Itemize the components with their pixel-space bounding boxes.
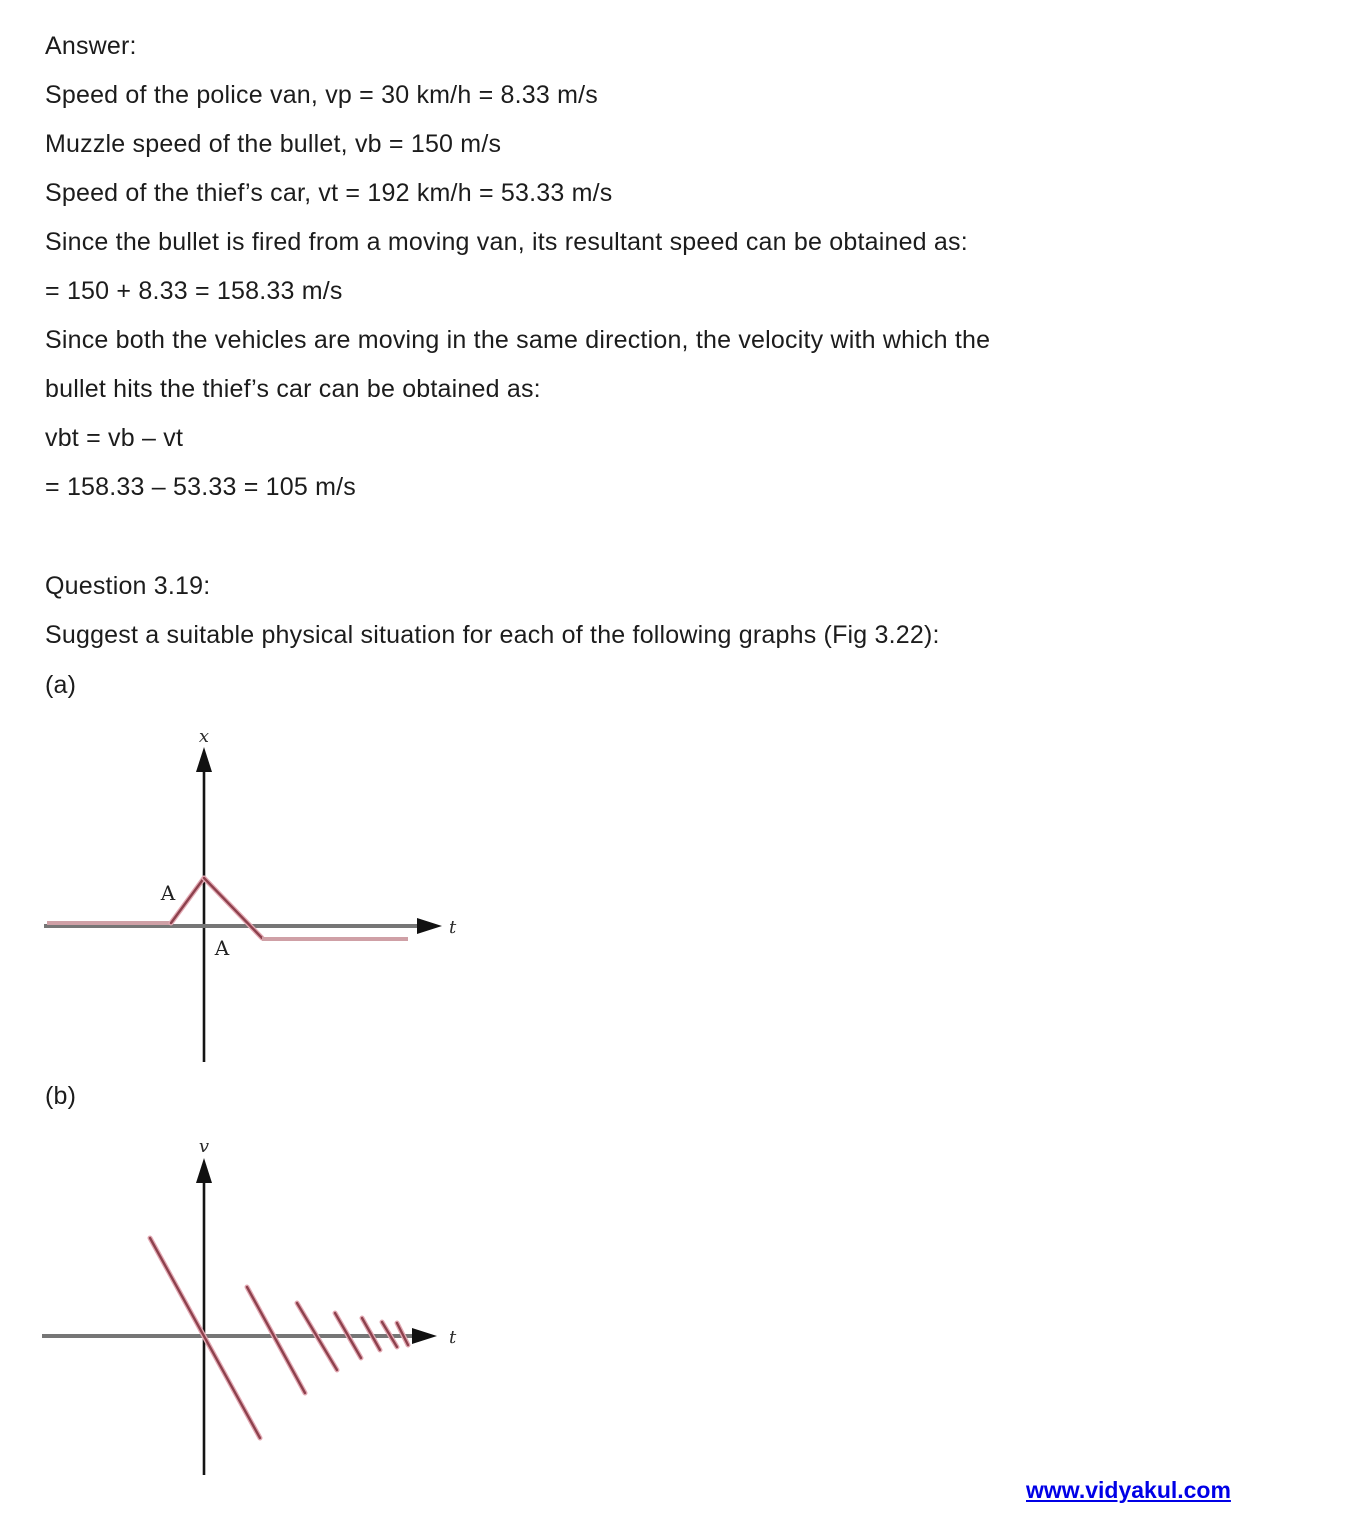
answer-line: Since both the vehicles are moving in the same direction, the velocity with which the	[45, 326, 991, 354]
figure-part-b-label: (b)	[45, 1082, 77, 1110]
answer-line: Speed of the police van, vp = 30 km/h = 8.33 m/s	[45, 81, 598, 109]
figure-a	[0, 700, 500, 1080]
answer-line: Since the bullet is fired from a moving van, its resultant speed can be obtained as:	[45, 228, 968, 256]
axis-up-arrow-icon	[196, 1158, 212, 1183]
answer-line: = 150 + 8.33 = 158.33 m/s	[45, 277, 343, 305]
axis-up-arrow-icon	[196, 747, 212, 772]
figure-b	[0, 1120, 500, 1520]
answer-line: Muzzle speed of the bullet, vb = 150 m/s	[45, 130, 502, 158]
y-axis-label: v	[198, 1136, 210, 1157]
x-axis-label: t	[449, 1327, 457, 1348]
y-axis-label: x	[198, 726, 210, 747]
footer-link[interactable]: www.vidyakul.com	[1026, 1477, 1231, 1503]
answer-line: bullet hits the thief’s car can be obtained as:	[45, 375, 541, 403]
question-title: Question 3.19:	[45, 572, 211, 600]
answer-line: Speed of the thief’s car, vt = 192 km/h = 53.33 m/s	[45, 179, 613, 207]
answer-line: = 158.33 – 53.33 = 105 m/s	[45, 473, 356, 501]
answer-heading: Answer:	[45, 32, 137, 60]
question-prompt: Suggest a suitable physical situation for each of the following graphs (Fig 3.22):	[45, 621, 940, 649]
axis-right-arrow-icon	[412, 1328, 437, 1344]
answer-line: vbt = vb – vt	[45, 424, 184, 452]
point-label: A	[214, 936, 230, 960]
axis-right-arrow-icon	[417, 918, 442, 934]
x-axis-label: t	[449, 917, 457, 938]
point-label: A	[160, 881, 176, 905]
figure-part-a-label: (a)	[45, 671, 77, 699]
